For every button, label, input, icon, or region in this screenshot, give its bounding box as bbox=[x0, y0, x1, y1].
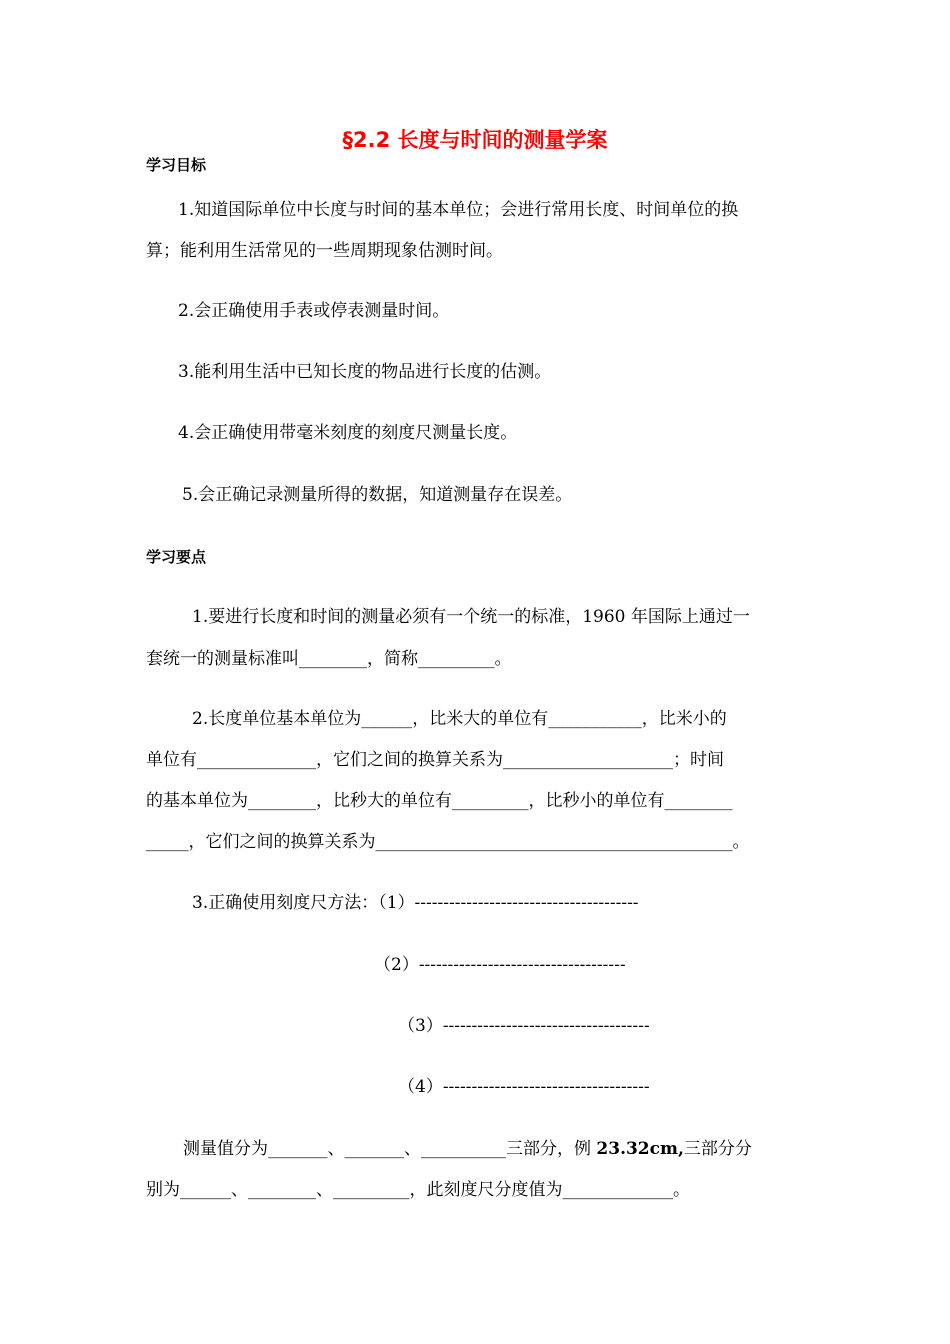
point-3-step-2: （2）------------------------------------ bbox=[374, 955, 626, 975]
point-2-line-1: 2.长度单位基本单位为______，比米大的单位有___________，比米小的 bbox=[192, 709, 727, 729]
measurement-line-1 bbox=[183, 1138, 752, 1160]
section-heading-objectives: 学习目标 bbox=[146, 156, 207, 174]
point-2-line-2: 单位有______________，它们之间的换算关系为____________________；时间 bbox=[146, 750, 724, 770]
point-3-step-4: （4）------------------------------------ bbox=[398, 1077, 650, 1097]
objective-1-line-2: 算；能利用生活常见的一些周期现象估测时间。 bbox=[146, 241, 503, 261]
objective-3: 3.能利用生活中已知长度的物品进行长度的估测。 bbox=[178, 362, 552, 382]
objective-5: 5.会正确记录测量所得的数据，知道测量存在误差。 bbox=[182, 485, 573, 505]
point-3-step-1: 3.正确使用刻度尺方法：（1）--------------------------------------- bbox=[192, 893, 639, 913]
measurement-line-1-start: 测量值分为_______、_______、__________三部分，例 bbox=[183, 1139, 597, 1159]
point-3-step-3: （3）------------------------------------ bbox=[398, 1016, 650, 1036]
measurement-line-2: 别为______、________、_________，此刻度尺分度值为_____________。 bbox=[146, 1180, 690, 1200]
measurement-line-1-end: 三部分分 bbox=[683, 1139, 752, 1159]
point-1-line-2: 套统一的测量标准叫________，简称_________。 bbox=[146, 649, 512, 669]
document-title: §2.2 长度与时间的测量学案 bbox=[342, 128, 608, 152]
objective-2: 2.会正确使用手表或停表测量时间。 bbox=[178, 301, 450, 321]
point-1-line-1: 1.要进行长度和时间的测量必须有一个统一的标准，1960 年国际上通过一 bbox=[192, 607, 750, 627]
point-2-line-3: 的基本单位为________，比秒大的单位有_________，比秒小的单位有________ bbox=[146, 791, 733, 811]
objective-1-line-1: 1.知道国际单位中长度与时间的基本单位；会进行常用长度、时间单位的换 bbox=[178, 200, 739, 220]
objective-4: 4.会正确使用带毫米刻度的刻度尺测量长度。 bbox=[178, 423, 518, 443]
point-2-line-4: _____，它们之间的换算关系为__________________________________________。 bbox=[146, 832, 750, 852]
example-value: 23.32cm, bbox=[596, 1139, 684, 1159]
section-heading-key-points: 学习要点 bbox=[146, 548, 207, 566]
